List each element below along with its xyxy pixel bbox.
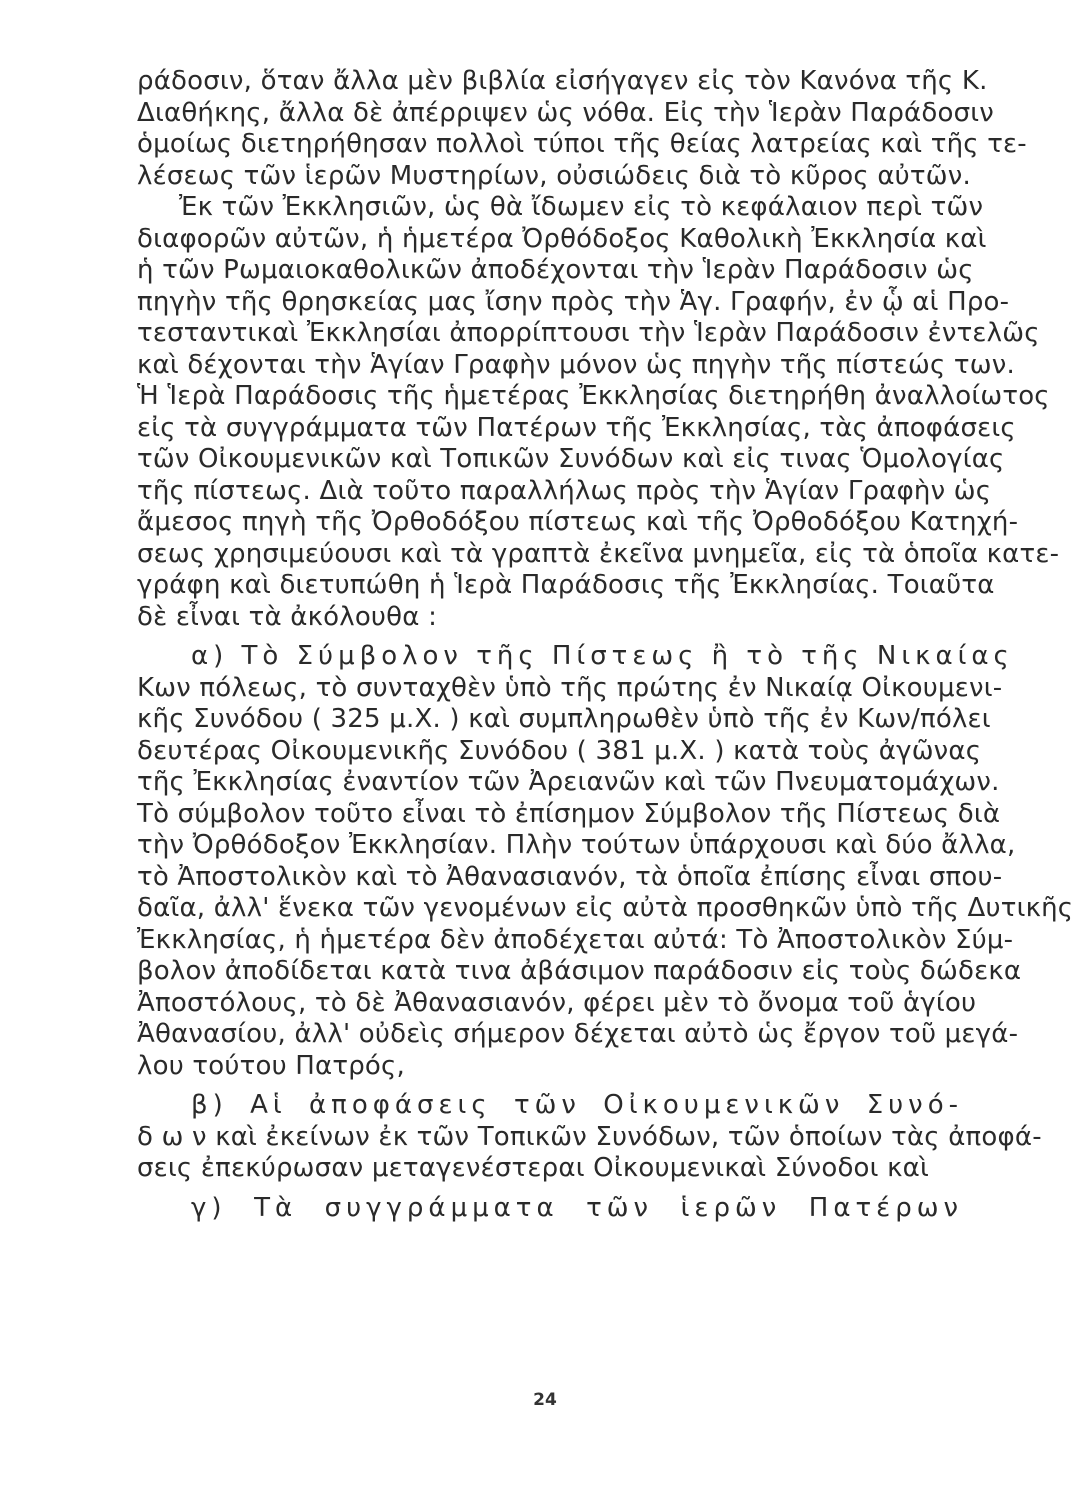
text-line: σεως χρησιμεύουσι καὶ τὰ γραπτὰ ἐκεῖνα μνημεῖα, εἰς τὰ ὁποῖα κατε-: [137, 538, 1060, 569]
text-line: εἰς τὰ συγγράμματα τῶν Πατέρων τῆς Ἐκκλησίας, τὰς ἀποφάσεις: [137, 412, 1016, 443]
text-line: δ ω ν καὶ ἐκείνων ἐκ τῶν Τοπικῶν Συνόδων, τῶν ὁποίων τὰς ἀποφά-: [137, 1121, 1042, 1152]
text-line: τὸ Ἀποστολικὸν καὶ τὸ Ἀθανασιανόν, τὰ ὁποῖα ἐπίσης εἶναι σπου-: [137, 861, 1003, 892]
text-line: τῶν Οἰκουμενικῶν καὶ Τοπικῶν Συνόδων καὶ εἰς τινας Ὁμολογίας: [137, 444, 1005, 474]
page-number: 24: [533, 1390, 557, 1410]
text-line: καὶ δέχονται τὴν Ἁγίαν Γραφὴν μόνον ὡς πηγὴν τῆς πίστεώς των.: [137, 349, 1015, 380]
text-line: τῆς Ἐκκλησίας ἐναντίον τῶν Ἀρειανῶν καὶ τῶν Πνευματομάχων.: [137, 767, 1000, 797]
text-line: κῆς Συνόδου ( 325 μ.Χ. ) καὶ συμπληρωθὲν ὑπὸ τῆς ἐν Κων/πόλει: [137, 704, 991, 734]
text-line: πηγὴν τῆς θρησκείας μας ἴσην πρὸς τὴν Ἁγ. Γραφήν, ἐν ᾧ αἱ Προ-: [137, 286, 1010, 317]
text-line: τεσταντικαὶ Ἐκκλησίαι ἀπορρίπτουσι τὴν Ἱερὰν Παράδοσιν ἐντελῶς: [137, 318, 1040, 348]
text-line: Διαθήκης, ἄλλα δὲ ἀπέρριψεν ὡς νόθα. Εἰς τὴν Ἱερὰν Παράδοσιν: [137, 97, 995, 128]
text-line: δαῖα, ἀλλ' ἕνεκα τῶν γενομένων εἰς αὐτὰ προσθηκῶν ὑπὸ τῆς Δυτικῆς: [137, 893, 1074, 923]
text-line: ἄμεσος πηγὴ τῆς Ὀρθοδόξου πίστεως καὶ τῆς Ὀρθοδόξου Κατηχή-: [137, 507, 1019, 537]
text-line: γράφη καὶ διετυπώθη ἡ Ἱερὰ Παράδοσις τῆς Ἐκκλησίας. Τοιαῦτα: [137, 570, 995, 600]
list-item-alpha: α) Τὸ Σύμβολον τῆς Πίστεως ἢ τὸ τῆς Νικαίας: [191, 641, 1014, 671]
text-line: σεις ἐπεκύρωσαν μεταγενέστεραι Οἰκουμενικαὶ Σύνοδοι καὶ: [137, 1153, 929, 1183]
text-line: δευτέρας Οἰκουμενικῆς Συνόδου ( 381 μ.Χ. ) κατὰ τοὺς ἀγῶνας: [137, 735, 982, 766]
text-line: λέσεως τῶν ἱερῶν Μυστηρίων, οὐσιώδεις διὰ τὸ κῦρος αὐτῶν.: [137, 160, 971, 191]
text-line: διαφορῶν αὐτῶν, ἡ ἡμετέρα Ὀρθόδοξος Καθολικὴ Ἐκκλησία καὶ: [137, 223, 987, 254]
text-line: τῆς πίστεως. Διὰ τοῦτο παραλλήλως πρὸς τὴν Ἁγίαν Γραφὴν ὡς: [137, 475, 992, 506]
text-line: λου τούτου Πατρός,: [137, 1050, 405, 1081]
text-line: τὴν Ὀρθόδοξον Ἐκκλησίαν. Πλὴν τούτων ὑπάρχουσι καὶ δύο ἄλλα,: [137, 830, 1016, 860]
paragraph-start-line: Ἡ Ἱερὰ Παράδοσις τῆς ἡμετέρας Ἐκκλησίας διετηρήθη ἀναλλοίωτος: [137, 381, 1050, 411]
text-line: Ἀποστόλους, τὸ δὲ Ἀθανασιανόν, φέρει μὲν τὸ ὄνομα τοῦ ἁγίου: [137, 987, 977, 1018]
text-line: Ἐκκλησίας, ἡ ἡμετέρα δὲν ἀποδέχεται αὐτά: Τὸ Ἀποστολικὸν Σύμ-: [137, 924, 1014, 955]
text-line: Τὸ σύμβολον τοῦτο εἶναι τὸ ἐπίσημον Σύμβολον τῆς Πίστεως διὰ: [137, 798, 1001, 829]
text-line: βολον ἀποδίδεται κατὰ τινα ἀβάσιμον παράδοσιν εἰς τοὺς δώδεκα: [137, 956, 1022, 986]
list-item-gamma: γ) Τὰ συγγράμματα τῶν ἱερῶν Πατέρων: [191, 1192, 963, 1223]
text-line: δὲ εἶναι τὰ ἀκόλουθα :: [137, 601, 438, 632]
text-line: ἡ τῶν Ρωμαιοκαθολικῶν ἀποδέχονται τὴν Ἱερὰν Παράδοσιν ὡς: [137, 255, 974, 285]
text-line: ὁμοίως διετηρήθησαν πολλοὶ τύποι τῆς θείας λατρείας καὶ τῆς τε-: [137, 129, 1027, 159]
list-item-beta: β) Αἱ ἀποφάσεις τῶν Οἰκουμενικῶν Συνό-: [191, 1090, 963, 1120]
text-line: Κων πόλεως, τὸ συνταχθὲν ὑπὸ τῆς πρώτης ἐν Νικαίᾳ Οἰκουμενι-: [137, 672, 1003, 703]
text-line: Ἀθανασίου, ἀλλ' οὐδεὶς σήμερον δέχεται αὐτὸ ὡς ἔργον τοῦ μεγά-: [137, 1019, 1019, 1049]
page-body: [137, 66, 1074, 1224]
paragraph-start-line: Ἐκ τῶν Ἐκκλησιῶν, ὡς θὰ ἴδωμεν εἰς τὸ κεφάλαιον περὶ τῶν: [179, 192, 984, 222]
text-line: ράδοσιν, ὅταν ἄλλα μὲν βιβλία εἰσήγαγεν εἰς τὸν Κανόνα τῆς Κ.: [137, 66, 988, 96]
